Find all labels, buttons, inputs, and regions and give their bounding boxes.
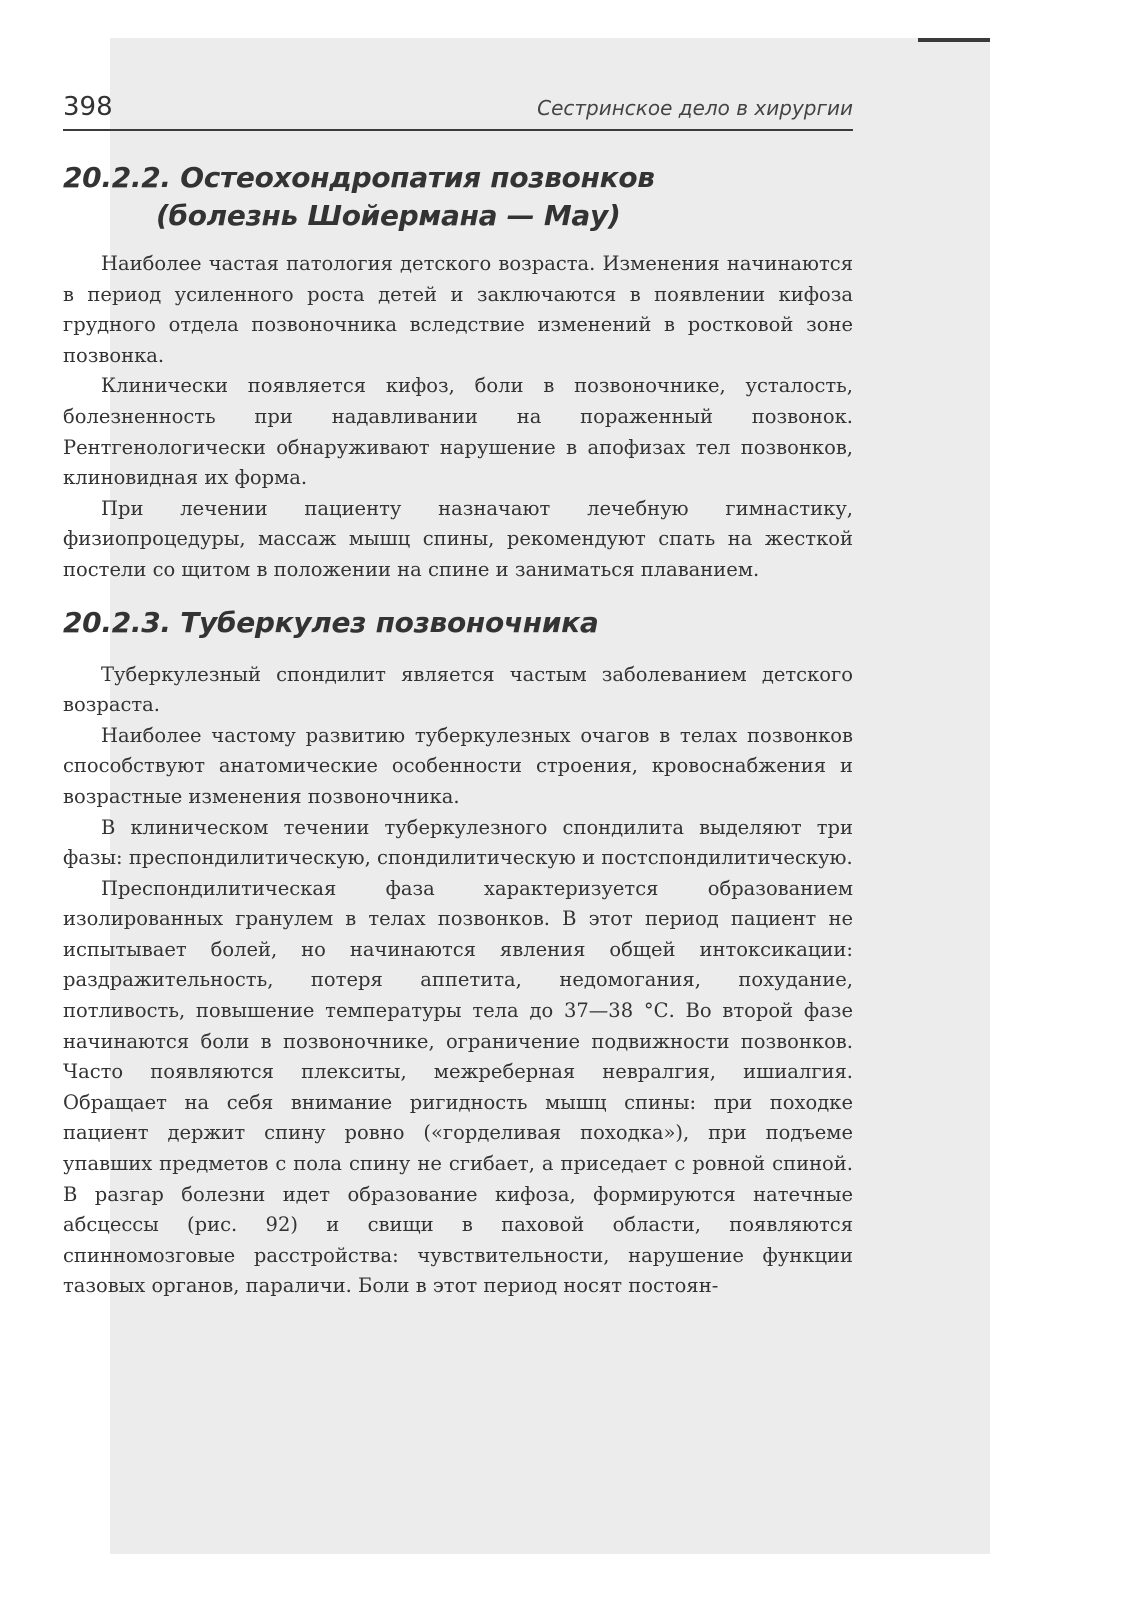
paragraph: Наиболее частая патология детского возраста. Изменения начинаются в период усиленного роста детей и заключаются в появлении кифоза грудного отдела позвоночника вследствие изменений в ростковой зоне позвонка. [63, 252, 853, 367]
paragraph: Туберкулезный спондилит является частым заболеванием детского возраста. [63, 662, 853, 717]
running-title: Сестринское дело в хирургии [537, 96, 853, 120]
paragraph: Клинически появляется кифоз, боли в позвоночнике, усталость, болезненность при надавливании на пораженный позвонок. Рентгенологически обнаруживают нарушение в апофизах тел позвонков, клиновидная их форма. [63, 374, 853, 490]
section-heading-line2: (болезнь Шойермана — Мау) [156, 199, 621, 232]
paragraph: В клиническом течении туберкулезного спондилита выделяют три фазы: преспондилитическую, спондилитическую и постспондилитическую. [63, 815, 853, 870]
paragraph: При лечении пациенту назначают лечебную гимнастику, физиопроцедуры, массаж мышц спины, рекомендуют спать на жесткой постели со щитом в положении на спине и заниматься плаванием. [63, 496, 853, 581]
page-content [63, 92, 853, 1302]
section-heading-line1: 20.2.2. Остеохондропатия позвонков [63, 161, 655, 194]
paragraph: Преспондилитическая фаза характеризуется образованием изолированных гранулем в телах позвонков. В этот период пациент не испытывает болей, но начинаются явления общей интоксикации: раздражительность, потеря аппетита, недомогания, похудание, потливость, повышение температуры тела до 37—38 °С. Во второй фазе начинаются боли в позвоночнике, ограничение подвижности позвонков. Часто появляются плекситы, межреберная невралгия, ишиалгия. Обращает на себя внимание ригидность мышц спины: при походке пациент держит спину ровно («горделивая походка»), при подъеме упавших предметов с пола спину не сгибает, а приседает с ровной спиной. В разгар болезни идет образование кифоза, формируются натечные абсцессы (рис. 92) и свищи в паховой области, появляются спинномозговые расстройства: чувствительности, нарушение функции тазовых органов, параличи. Боли в этот период носят постоян- [63, 876, 853, 1298]
section-heading-osteochondropathy [63, 159, 853, 235]
running-header [63, 92, 853, 131]
page-edge-shadow [918, 38, 990, 42]
paragraph: Наиболее частому развитию туберкулезных очагов в телах позвонков способствуют анатомические особенности строения, кровоснабжения и возрастные изменения позвоночника. [63, 723, 853, 808]
page-number: 398 [63, 92, 113, 122]
section-heading-tuberculosis: 20.2.3. Туберкулез позвоночника [63, 605, 599, 639]
